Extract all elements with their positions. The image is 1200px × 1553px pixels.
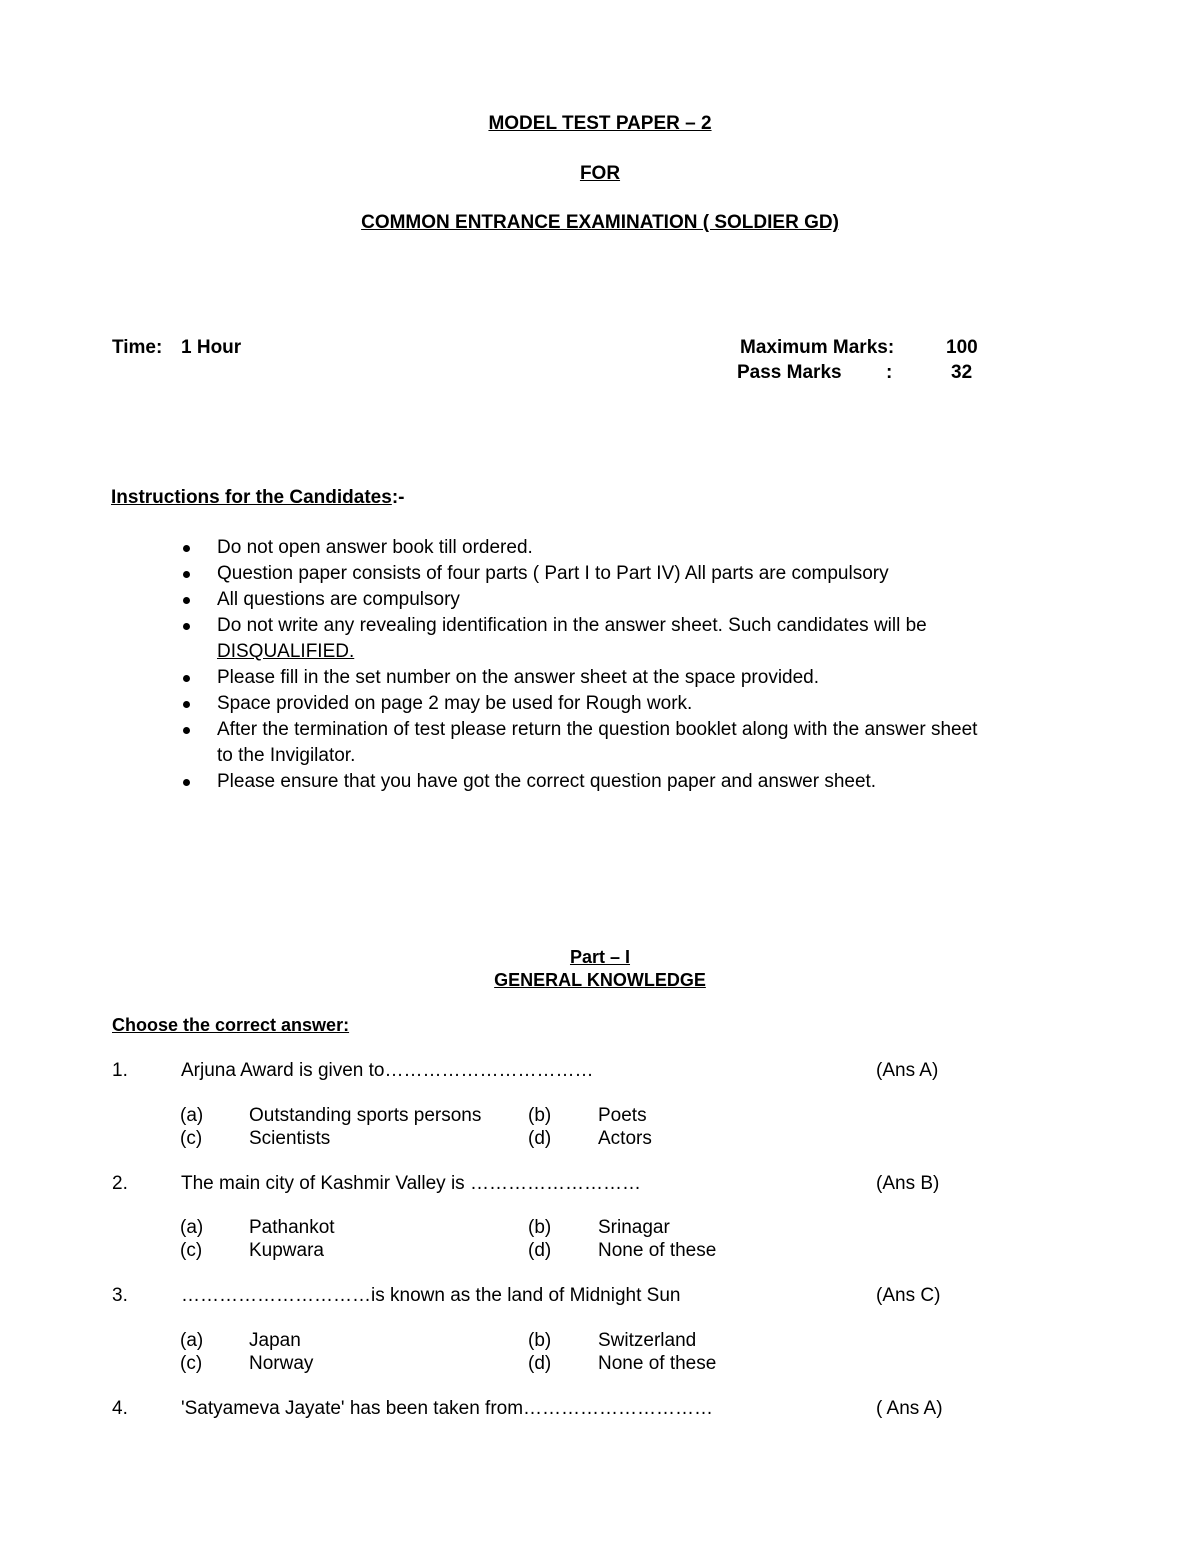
option-key: (d): [528, 1353, 552, 1374]
question-answer: (Ans B): [876, 1173, 940, 1194]
question-number: 2.: [112, 1173, 128, 1194]
bullet-icon: [183, 675, 190, 682]
option-value: Actors: [598, 1128, 652, 1149]
option-row: [180, 1330, 880, 1353]
option-value: Kupwara: [249, 1240, 324, 1261]
option-value: Pathankot: [249, 1217, 335, 1238]
instruction-item: [180, 717, 1100, 769]
bullet-icon: [183, 571, 190, 578]
instruction-item: [180, 769, 1100, 795]
question-number: 3.: [112, 1285, 128, 1306]
bullet-icon: [183, 623, 190, 630]
option-row: [180, 1217, 880, 1240]
instruction-item: [180, 535, 1100, 561]
paper-for: FOR: [579, 163, 621, 184]
instructions-list: [180, 535, 1100, 795]
time-label: Time:: [112, 337, 163, 358]
pass-marks-separator: :: [886, 362, 893, 383]
instruction-text: Please ensure that you have got the correct question paper and answer sheet.: [217, 771, 877, 792]
instruction-text: Please fill in the set number on the answer sheet at the space provided.: [217, 667, 820, 688]
instructions-heading-suffix: :-: [391, 487, 405, 508]
instruction-item: [180, 665, 1100, 691]
option-value: Poets: [598, 1105, 647, 1126]
option-key: (d): [528, 1240, 552, 1261]
bullet-icon: [183, 779, 190, 786]
option-value: Norway: [249, 1353, 314, 1374]
option-row: [180, 1240, 880, 1263]
question-2: [112, 1173, 1012, 1197]
instruction-text: Space provided on page 2 may be used for Rough work.: [217, 693, 693, 714]
instruction-text: After the termination of test please return the question booklet along with the answer sheet: [217, 719, 978, 740]
pass-marks-label: Pass Marks: [737, 362, 842, 383]
question-1: [112, 1060, 1012, 1084]
instructions-heading: [111, 487, 404, 509]
question-text: …………………………is known as the land of Midnight Sun: [181, 1285, 681, 1306]
option-key: (c): [180, 1353, 203, 1374]
part-label: Part – I: [569, 947, 631, 967]
option-key: (a): [180, 1105, 204, 1126]
instruction-text: Question paper consists of four parts ( Part I to Part IV) All parts are compulsory: [217, 563, 889, 584]
option-value: None of these: [598, 1353, 717, 1374]
max-marks-label: Maximum Marks:: [740, 337, 895, 358]
question-number: 1.: [112, 1060, 128, 1081]
question-4: [112, 1398, 1012, 1422]
option-row: [180, 1353, 880, 1376]
option-key: (c): [180, 1240, 203, 1261]
option-key: (d): [528, 1128, 552, 1149]
option-value: Japan: [249, 1330, 301, 1351]
bullet-icon: [183, 545, 190, 552]
question-answer: ( Ans A): [876, 1398, 943, 1419]
part-subject: GENERAL KNOWLEDGE: [494, 970, 706, 990]
instruction-text: All questions are compulsory: [217, 589, 460, 610]
instruction-text: Do not write any revealing identification in the answer sheet. Such candidates will be: [217, 615, 927, 636]
question-text: Arjuna Award is given to……………………………: [181, 1060, 594, 1081]
instruction-item: [180, 691, 1100, 717]
exam-name: COMMON ENTRANCE EXAMINATION ( SOLDIER GD): [361, 212, 839, 233]
time-value: 1 Hour: [181, 337, 242, 358]
instructions-heading-text: Instructions for the Candidates: [111, 487, 392, 508]
option-value: Switzerland: [598, 1330, 697, 1351]
option-value: Outstanding sports persons: [249, 1105, 482, 1126]
question-answer: (Ans A): [876, 1060, 939, 1081]
max-marks-value: 100: [946, 337, 978, 358]
option-value: Srinagar: [598, 1217, 670, 1238]
question-3: [112, 1285, 1012, 1309]
option-key: (b): [528, 1330, 552, 1351]
instruction-text: Do not open answer book till ordered.: [217, 537, 533, 558]
option-value: None of these: [598, 1240, 717, 1261]
disqualified-text: DISQUALIFIED.: [217, 641, 355, 662]
instruction-text-cont: to the Invigilator.: [217, 745, 356, 766]
option-key: (b): [528, 1217, 552, 1238]
pass-marks-value: 32: [951, 362, 973, 383]
option-value: Scientists: [249, 1128, 331, 1149]
option-key: (c): [180, 1128, 203, 1149]
question-text: The main city of Kashmir Valley is ………………………: [181, 1173, 641, 1194]
question-number: 4.: [112, 1398, 128, 1419]
instruction-item: [180, 561, 1100, 587]
instruction-item: [180, 613, 1100, 665]
question-text: 'Satyameva Jayate' has been taken from…………………………: [181, 1398, 714, 1419]
option-row: [180, 1105, 880, 1128]
paper-title: MODEL TEST PAPER – 2: [488, 113, 712, 134]
instruction-item: [180, 587, 1100, 613]
bullet-icon: [183, 701, 190, 708]
directive: Choose the correct answer:: [112, 1015, 350, 1035]
bullet-icon: [183, 727, 190, 734]
question-answer: (Ans C): [876, 1285, 941, 1306]
option-key: (a): [180, 1217, 204, 1238]
bullet-icon: [183, 597, 190, 604]
option-key: (a): [180, 1330, 204, 1351]
option-row: [180, 1128, 880, 1151]
option-key: (b): [528, 1105, 552, 1126]
